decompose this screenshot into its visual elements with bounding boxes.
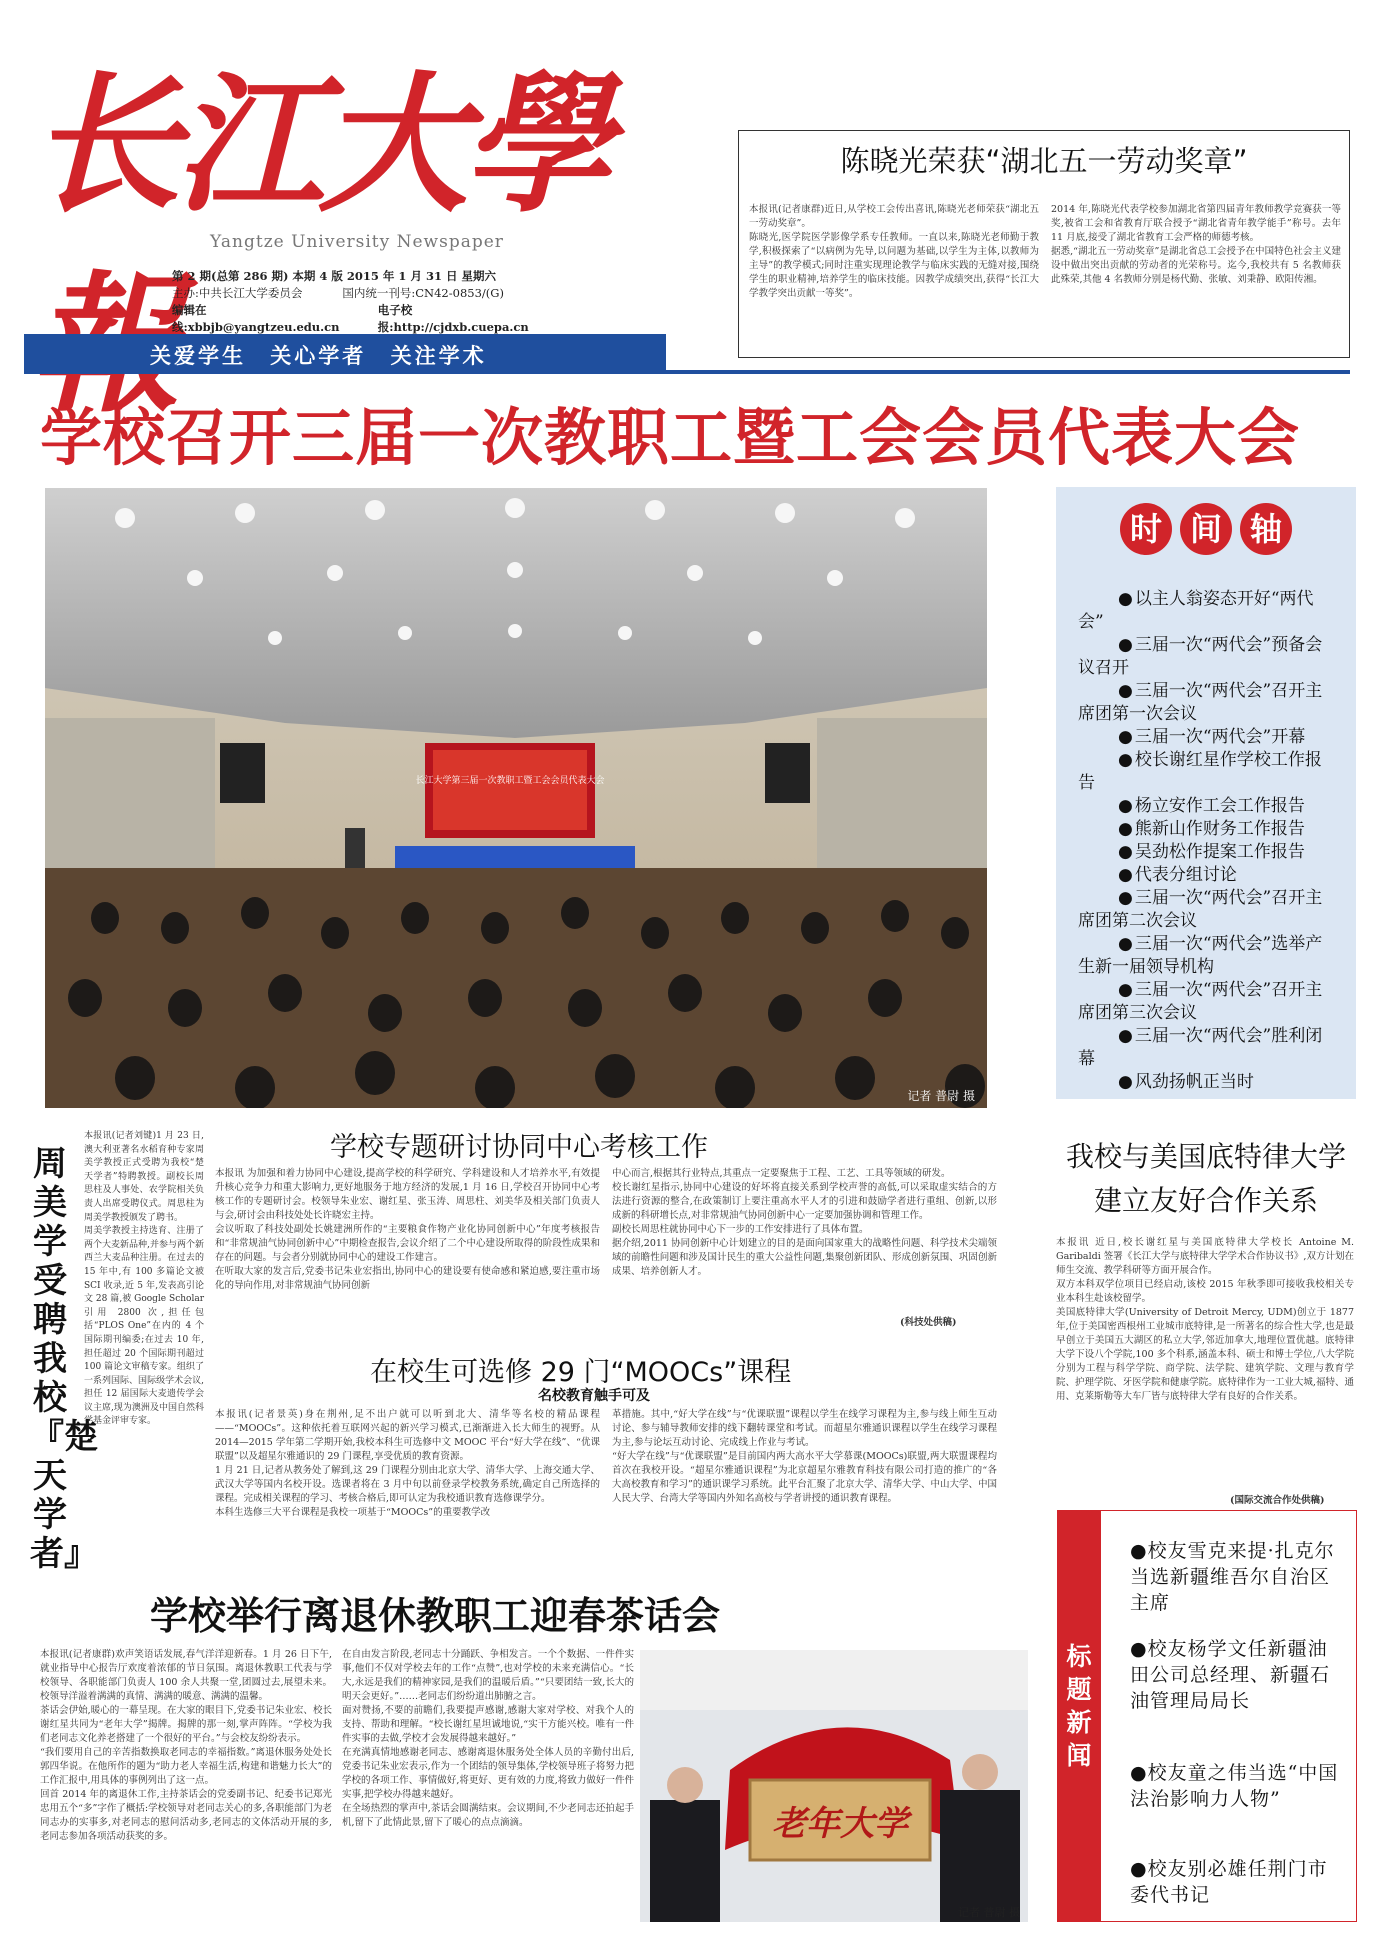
publisher: 主办:中共长江大学委员会 xyxy=(172,286,303,300)
detroit-text: 本报讯 近日,校长谢红星与美国底特律大学校长 Antoine M. Garibaldi 签署《长江大学与底特律大学学术合作协议书》,双方计划在师生交流、教学科研等方面开展合作。 双方本科双学位项目已经启动,该校 2015 年秋季即可接收我校相关专业本科生赴该校留学。 美国底特律大学(University of Detroit Mercy, UDM)创立于 1877 年,位于美国密西根州工业城市底特律,是一所著名的综合性大学,也是最早创立于美国五大湖区的私立大学,邻近加拿大,地理位置优越。底特律大学下设八个学院,100 多个科系,涵盖本科、硕士和博士学位,八大学院分别为工程与科学学院、商学院、法学院、建筑学院、文理与教育学院、护理学院、牙医学院和健康学院。底特律作为一工业大城,福特、通用、克莱斯勒等大车厂皆与底特律大学有良好的合作关系。 xyxy=(1056,1237,1354,1402)
timeline-item: ● 三届一次“两代会”开幕 xyxy=(1078,726,1338,749)
photo2-credit: 记者 普尉 摄 xyxy=(958,1906,1020,1919)
plaque-unveiling-illustration xyxy=(640,1650,1028,1922)
top-story-headline: 陈晓光荣获“湖北五一劳动奖章” xyxy=(840,144,1248,178)
moocs-headline: 在校生可选修 29 门“MOOCs”课程 xyxy=(370,1357,792,1388)
detroit-source: (国际交流合作处供稿) xyxy=(1230,1495,1325,1506)
slogan: 关爱学生 关心学者 关注学术 xyxy=(150,344,487,368)
headline-news-label: 标题新闻 xyxy=(1066,1642,1092,1770)
plaque-photo xyxy=(640,1650,1028,1922)
timeline-title-char: 时 xyxy=(1120,503,1172,555)
cn-number: 国内统一刊号:CN42-0853/(G) xyxy=(342,286,504,300)
collab-source: (科技处供稿) xyxy=(900,1317,957,1328)
slogan-rule xyxy=(24,370,1350,374)
timeline-list xyxy=(1078,588,1338,1094)
timeline-item: ● 三届一次“两代会”召开主席团第三次会议 xyxy=(1078,979,1338,1025)
detroit-headline: 我校与美国底特律大学建立友好合作关系 xyxy=(1065,1140,1346,1217)
conference-photo xyxy=(45,488,987,1108)
timeline-item: ● 三届一次“两代会”选举产生新一届领导机构 xyxy=(1078,933,1338,979)
timeline-item: ● 风劲扬帆正当时 xyxy=(1078,1071,1338,1094)
timeline-item: ● 以主人翁姿态开好“两代会” xyxy=(1078,588,1338,634)
timeline-item: ● 杨立安作工会工作报告 xyxy=(1078,795,1338,818)
timeline-item: ● 三届一次“两代会”召开主席团第二次会议 xyxy=(1078,887,1338,933)
top-story-col2: 2014 年,陈晓光代表学校参加湖北省第四届青年教师教学竞赛获一等奖,被省工会和省教育厅联合授予“湖北省青年教学能手”称号。去年 11 月底,接受了湖北省教育工会严格的师德考核。 据悉,“湖北五一劳动奖章”是湖北省总工会授予在中国特色社会主义建设中做出突出贡献的劳动者的光荣称号。迄今,我校共有 5 名教师获此殊荣,其他 4 名教师分别是杨代勤、张敏、刘秉静、欧阳传湘。 xyxy=(1051,204,1341,285)
top-story-col1: 本报讯(记者康群)近日,从学校工会传出喜讯,陈晓光老师荣获“湖北五一劳动奖章”。 陈晓光,医学院医学影像学系专任教师。一直以来,陈晓光老师勤于教学,积极探索了“以病例为先导,以问题为基础,以学生为主体,以教师为主导”的教学模式;同时注重实现理论教学与临床实践的无缝对接,围绕学生的职业精神,培养学生的临床技能。因教学成绩突出,获得“长江大学教学突出贡献一等奖”。 xyxy=(749,204,1039,299)
timeline-item: ● 熊新山作财务工作报告 xyxy=(1078,818,1338,841)
timeline-title xyxy=(1120,503,1310,563)
collab-col1: 本报讯 为加强和着力协同中心建设,提高学校的科学研究、学科建设和人才培养水平,有效提升核心竞争力和重大影响力,更好地服务于地方经济的发展,1 月 16 日,学校召开协同中心考核工作的专题研讨会。校领导朱业宏、谢红星、张玉涛、周思柱、刘美华及相关部门负责人与会,研讨会由科技处处长许晓宏主持。 会议听取了科技处副处长姚建洲所作的“主要粮食作物产业化协同创新中心”年度考核报告和“非常规油气协同创新中心”中期检查报告,会议介绍了二个中心建设所取得的阶段性成果和存在的问题。与会者分别就协同中心的建设工作建言。 在听取大家的发言后,党委书记朱业宏指出,协同中心的建设要有使命感和紧迫感,要注重市场化的导向作用,对非常规油气协同创新 xyxy=(215,1168,600,1291)
photo1-credit: 记者 普尉 摄 xyxy=(907,1089,975,1103)
timeline-title-char: 轴 xyxy=(1240,503,1292,555)
issue-line: 第 2 期(总第 286 期) 本期 4 版 2015 年 1 月 31 日 星期六 xyxy=(172,269,496,283)
moocs-col1: 本报讯(记者景英)身在荆州,足不出户就可以听到北大、清华等名校的精品课程——“MOOCs”。这种依托着互联网兴起的新兴学习模式,已渐渐进入长大师生的视野。从 2014—2015 学年第二学期开始,我校本科生可选修中文 MOOC 平台“好大学在线”、“优课联盟”以及超星尔雅通识的 29 门课程,享受优质的教育资源。 1 月 21 日,记者从教务处了解到,这 29 门课程分别由北京大学、清华大学、上海交通大学、武汉大学等国内名校开设。选课者将在 3 月中旬以前登录学校教务系统,确定自己所选择的课程。完成相关课程的学习、考核合格后,即可认定为我校通识教育选修课学分。 本科生选修三大平台课程是我校一项基于“MOOCs”的重要教学改 xyxy=(215,1409,600,1518)
top-story-box xyxy=(738,130,1350,358)
timeline-item: ● 三届一次“两代会”预备会议召开 xyxy=(1078,634,1338,680)
conference-hall-illustration xyxy=(45,488,987,1108)
moocs-subhead: 名校教育触手可及 xyxy=(538,1388,650,1404)
moocs-col2: 革措施。其中,“好大学在线”与“优课联盟”课程以学生在线学习课程为主,参与线上师生互动讨论、参与辅导教师安排的线下翻转课堂和考试。而超星尔雅通识课程以学生在线学习课程为主,参与论坛互动讨论、完成线上作业与考试。 “好大学在线”与“优课联盟”是目前国内两大高水平大学慕课(MOOCs)联盟,两大联盟课程均首次在我校开设。“超星尔雅通识课程”为北京超星尔雅教育科技有限公司打造的推广的“各大高校教育和学习”的通识课学习系统。此平台汇聚了北京大学、清华大学、中山大学、中国人民大学、台湾大学等国内外知名高校与学者讲授的通识教育课程。 xyxy=(612,1409,997,1504)
issue-info xyxy=(172,268,552,336)
zhou-headline: 周美学受聘我校『楚天学者』 xyxy=(30,1144,98,1574)
masthead-english: Yangtze University Newspaper xyxy=(210,232,504,252)
tea-headline: 学校举行离退休教职工迎春茶话会 xyxy=(150,1593,721,1638)
headline-news-item: ● 校友童之伟当选“中国法治影响力人物” xyxy=(1130,1760,1340,1812)
headline-news-item: ● 校友雪克来提·扎克尔当选新疆维吾尔自治区主席 xyxy=(1130,1538,1340,1616)
tea-col2: 在自由发言阶段,老同志十分踊跃、争相发言。一个个数据、一件件实事,他们不仅对学校去年的工作“点赞”,也对学校的未来充满信心。“长大,永远是我们的精神家园,是我们的温暖后盾。”“只要团结一致,长大的明天会更好。”……老同志们纷纷道出肺腑之言。 面对赞扬,不要的前瞻们,我要提声感谢,感谢大家对学校、对我个人的支持、帮助和理解。“校长谢红星坦诚地说,“实干方能兴校。唯有一件件实事的去做,学校才会发展得越来越好。” 在充满真情地感谢老同志、感谢离退休服务处全体人员的辛勤付出后,党委书记朱业宏表示,作为一个团结的领导集体,学校领导班子将努力把学校的各项工作、事情做好,将更好、更有效的力度,将致力做好一件件实事,把学校办得越来越好。 在全场热烈的掌声中,茶话会圆满结束。会议期间,不少老同志还拍起手机,留下了此情此景,留下了暖心的点点滴滴。 xyxy=(342,1649,634,1828)
timeline-item: ● 吴劲松作提案工作报告 xyxy=(1078,841,1338,864)
zhou-text: 本报讯(记者刘键)1 月 23 日,澳大利亚著名水稻育种专家周美学教授正式受聘为我校“楚天学者”特聘教授。副校长周思柱及人事处、农学院相关负责人出席受聘仪式。周思柱为周美学教授颁发了聘书。 周美学教授主持选育、注册了两个大麦新品种,并参与两个新西兰大麦品种注册。在过去的 15 年中,有 100 多篇论文被 SCI 收录,近 5 年,发表高引论文 28 篇,被 Google Scholar 引用 2800 次,担任包括“PLOS One”在内的 4 个国际期刊编委;在过去 10 年,担任超过 20 个国际期刊超过 100 篇论文审稿专家。组织了一系列国际、国际级学术会议,担任 12 届国际大麦遗传学会议主席,现为澳洲及中国自然科学基金评审专家。 xyxy=(84,1131,204,1427)
timeline-item: ● 三届一次“两代会”胜利闭幕 xyxy=(1078,1025,1338,1071)
timeline-item: ● 代表分组讨论 xyxy=(1078,864,1338,887)
email: 编辑在线:xbbjb@yangtzeu.edu.cn xyxy=(172,303,340,334)
timeline-item: ● 校长谢红星作学校工作报告 xyxy=(1078,749,1338,795)
timeline-title-char: 间 xyxy=(1180,503,1232,555)
headline-news-item: ● 校友别必雄任荆门市委代书记 xyxy=(1130,1856,1340,1908)
plaque-sign: 老年大学 xyxy=(772,1804,908,1844)
headline-news-item: ● 校友杨学文任新疆油田公司总经理、新疆石油管理局局长 xyxy=(1130,1636,1340,1714)
timeline-item: ● 三届一次“两代会”召开主席团第一次会议 xyxy=(1078,680,1338,726)
masthead-title: 长江大學 xyxy=(30,57,607,233)
epaper-url: 电子校报:http://cjdxb.cuepa.cn xyxy=(377,303,529,334)
collab-col2: 中心而言,根据其行业特点,其重点一定要聚焦于工程、工艺、工具等领域的研发。 校长谢红星指示,协同中心建设的好坏将直接关系到学校声誉的高低,可以采取虚实结合的方法进行资源的整合,在政策制订上要注重高水平人才的引进和鼓励学者进行重组、创新,以形成新的科研增长点,对非常规油气协同创新中心一定要加强协调和管理工作。 副校长周思柱就协同中心下一步的工作安排进行了具体布置。 据介绍,2011 协同创新中心计划建立的目的是面向国家重大的战略性问题、科学技术尖端领域的前瞻性问题和涉及国计民生的重大公益性问题,集聚创新团队、形成创新氛围、巩固创新成果、培养创新人才。 xyxy=(612,1168,997,1277)
collab-headline: 学校专题研讨协同中心考核工作 xyxy=(330,1132,708,1163)
main-headline: 学校召开三届一次教职工暨工会会员代表大会 xyxy=(40,401,1301,474)
tea-col1: 本报讯(记者康群)欢声笑语话发展,春气洋洋迎新春。1 月 26 日下午,就业指导中心报告厅欢度着浓郁的节日氛围。离退休教职工代表与学校领导、各职能部门负责人 100 余人共聚一堂,团圆过去,展望未来。校领导洋溢着满满的真情、满满的暖意、满满的温馨。 茶话会伊始,暖心的一幕呈现。在大家的眼目下,党委书记朱业宏、校长谢红星共同为“老年大学”揭牌。揭牌的那一刻,掌声阵阵。“学校为我们老同志文化养老搭建了一个很好的平台。”与会校友纷纷表示。 “我们要用自己的辛苦指数换取老同志的幸福指数。”离退休服务处处长郭四华说。在他所作的题为“助力老人幸福生活,构建和谐魅力长大”的工作汇报中,用具体的事例列出了这一点。 回首 2014 年的离退休工作,主持茶话会的党委副书记、纪委书记郑光忠用五个“多”字作了概括:学校领导对老同志关心的多,各职能部门为老同志办的实事多,对老同志的慰问活动多,老同志的文体活动开展的多,老同志参加各项活动获奖的多。 xyxy=(40,1649,332,1842)
stage-banner-text: 长江大学第三届一次教职工暨工会会员代表大会 xyxy=(415,776,605,786)
